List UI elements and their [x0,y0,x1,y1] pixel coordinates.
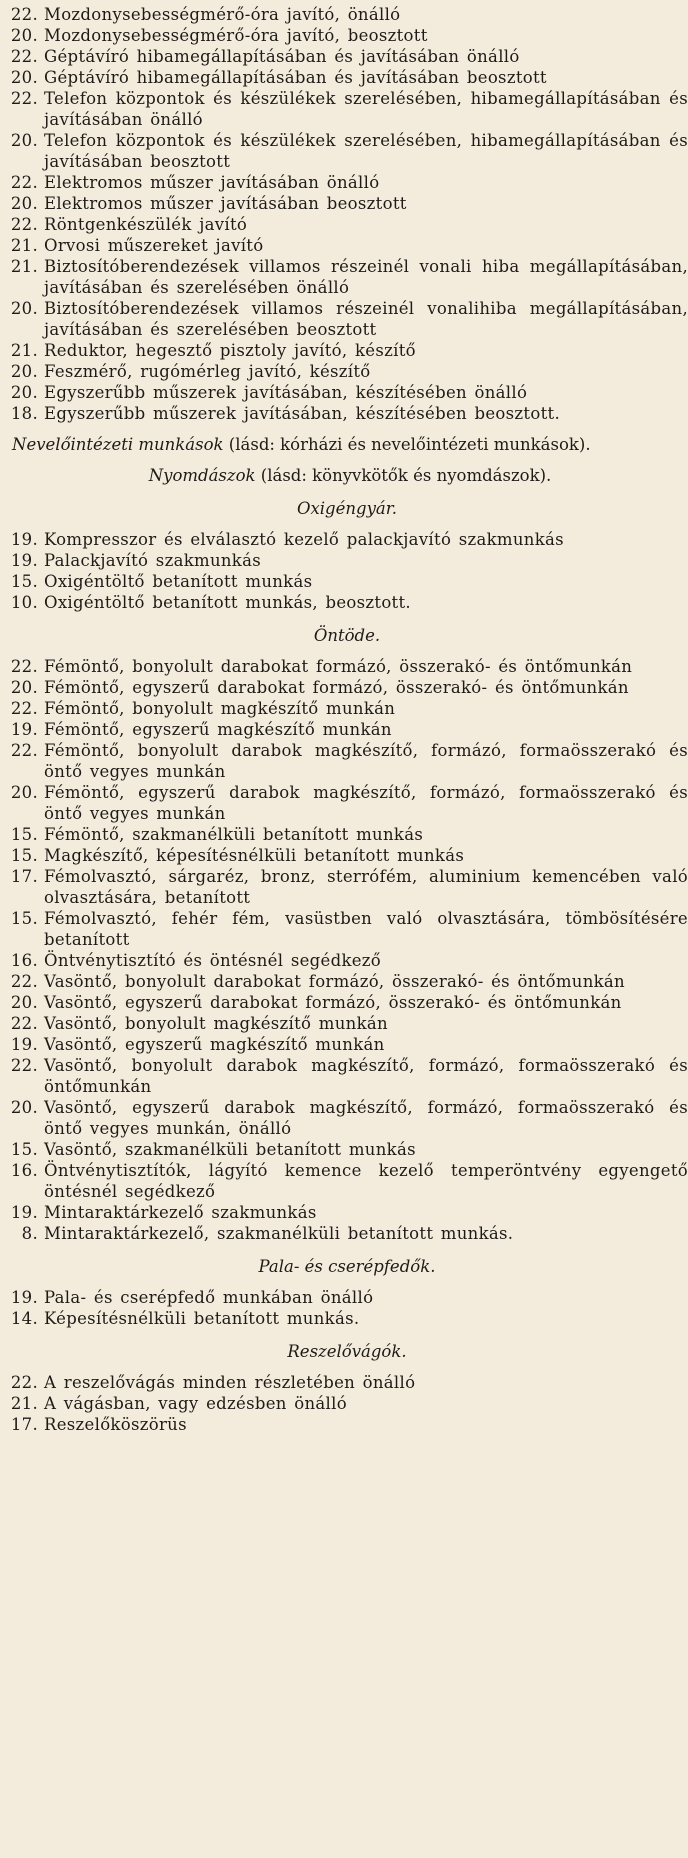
item-text: Vasöntő, szakmanélküli betanított munkás [44,1140,416,1159]
item-number: 22. [10,5,38,24]
item-number: 22. [10,657,38,676]
item-text: Fémöntő, egyszerű darabokat formázó, összerakó- és öntőmunkán [44,678,629,697]
list-item [6,782,688,824]
list-item [6,1097,688,1139]
item-number: 19. [10,1288,38,1307]
item-text: Vasöntő, bonyolult darabok magkészítő, formázó, formaösszerakó és öntőmunkán [44,1056,688,1096]
item-number: 22. [10,1014,38,1033]
item-text: Mozdonysebességmérő-óra javító, önálló [44,5,401,24]
item-text: Egyszerűbb műszerek javításában, készítésében beosztott. [44,404,560,423]
list-item [6,88,688,130]
item-text: Vasöntő, egyszerű darabokat formázó, összerakó- és öntőmunkán [44,993,622,1012]
section-heading: Pala- és cserépfedők. [258,1257,436,1276]
list-item [6,172,688,193]
item-text: Egyszerűbb műszerek javításában, készítésében önálló [44,383,528,402]
list-item [6,298,688,340]
list-item [6,1287,688,1308]
list-item [6,550,688,571]
item-text: Mozdonysebességmérő-óra javító, beosztott [44,26,428,45]
item-number: 16. [10,1161,38,1180]
list-item [6,698,688,719]
item-text: Vasöntő, egyszerű magkészítő munkán [44,1035,385,1054]
item-text: Biztosítóberendezések villamos részeinél vonali hiba megállapításában, javításában és szerelésében önálló [44,257,688,297]
list-item [6,1223,688,1244]
item-number: 15. [10,909,38,928]
item-text: Elektromos műszer javításában önálló [44,173,380,192]
item-number: 21. [10,341,38,360]
item-number: 8. [21,1224,38,1243]
list-item [6,971,688,992]
list-item [6,25,688,46]
section-heading: Öntöde. [313,626,381,645]
item-text: Röntgenkészülék javító [44,215,248,234]
item-text: Fémöntő, egyszerű darabok magkészítő, formázó, formaösszerakó és öntő vegyes munkán [44,783,688,823]
item-text: Vasöntő, bonyolult darabokat formázó, összerakó- és öntőmunkán [44,972,625,991]
list-item [6,719,688,740]
item-number: 20. [10,383,38,402]
list-item [6,1034,688,1055]
item-number: 20. [10,783,38,802]
item-text: Palackjavító szakmunkás [44,551,262,570]
item-text: Fémolvasztó, sárgaréz, bronz, sterrófém, aluminium kemencében való olvasztására, betanított [44,867,688,907]
list-item [6,1393,688,1414]
item-number: 19. [10,1203,38,1222]
section-heading: Oxigéngyár. [296,499,398,518]
item-number: 15. [10,572,38,591]
list-item [6,130,688,172]
list-item [6,382,688,403]
item-text: Képesítésnélküli betanított munkás. [44,1309,360,1328]
item-text: Öntvénytisztítók, lágyító kemence kezelő temperöntvény egyengető öntésnél segédkező [44,1161,688,1201]
item-number: 22. [10,741,38,760]
note-nyomda [6,465,688,486]
item-number: 15. [10,846,38,865]
item-text: Kompresszor és elválasztó kezelő palackjavító szakmunkás [44,530,564,549]
item-number: 10. [10,593,38,612]
item-number: 19. [10,1035,38,1054]
entry-list-top [6,4,688,424]
section-entry-list [6,656,688,1244]
item-number: 22. [10,173,38,192]
list-item [6,677,688,698]
section-entry-list [6,1372,688,1435]
item-text: Telefon központok és készülékek szerelésében, hibamegállapításában és javításában beosztott [44,131,688,171]
item-text: Vasöntő, bonyolult magkészítő munkán [44,1014,388,1033]
sections [6,498,688,1435]
item-text: Feszmérő, rugómérleg javító, készítő [44,362,371,381]
item-number: 19. [10,720,38,739]
section-entry-list [6,1287,688,1329]
item-number: 20. [10,194,38,213]
item-text: Fémöntő, bonyolult magkészítő munkán [44,699,396,718]
list-item [6,592,688,613]
item-number: 20. [10,299,38,318]
list-item [6,361,688,382]
list-item [6,824,688,845]
item-text: Oxigéntöltő betanított munkás, beosztott. [44,593,411,612]
item-number: 18. [10,404,38,423]
item-number: 17. [10,867,38,886]
item-number: 20. [10,678,38,697]
item-number: 15. [10,825,38,844]
item-number: 20. [10,1098,38,1117]
list-item [6,529,688,550]
note-nyomda-text: (lásd: könyvkötők és nyomdászok). [260,466,552,485]
item-number: 17. [10,1415,38,1434]
item-number: 14. [10,1309,38,1328]
item-number: 22. [10,1373,38,1392]
list-item [6,1013,688,1034]
section-entry-list [6,529,688,613]
item-text: Fémöntő, szakmanélküli betanított munkás [44,825,424,844]
list-item [6,740,688,782]
item-text: Oxigéntöltő betanított munkás [44,572,313,591]
item-number: 22. [10,47,38,66]
item-number: 20. [10,993,38,1012]
item-text: Elektromos műszer javításában beosztott [44,194,407,213]
item-number: 21. [10,236,38,255]
item-text: Fémöntő, bonyolult darabok magkészítő, formázó, formaösszerakó és öntő vegyes munkán [44,741,688,781]
list-item [6,950,688,971]
item-text: A vágásban, vagy edzésben önálló [44,1394,347,1413]
item-text: Géptávíró hibamegállapításában és javításában beosztott [44,68,547,87]
list-item [6,235,688,256]
item-text: Biztosítóberendezések villamos részeinél vonalihiba megállapításában, javításában és szerelésében beosztott [44,299,688,339]
list-item [6,992,688,1013]
list-item [6,214,688,235]
item-text: Reszelőköszörüs [44,1415,187,1434]
note-nevelo-title: Nevelőintézeti munkások [12,435,224,454]
list-item [6,193,688,214]
item-text: Pala- és cserépfedő munkában önálló [44,1288,374,1307]
list-item [6,4,688,25]
item-number: 20. [10,26,38,45]
item-text: Fémolvasztó, fehér fém, vasüstben való olvasztására, tömbösítésére betanított [44,909,688,949]
list-item [6,1055,688,1097]
item-number: 19. [10,530,38,549]
note-nyomda-title: Nyomdászok [148,466,256,485]
item-number: 22. [10,215,38,234]
list-item [6,845,688,866]
item-text: Reduktor, hegesztő pisztoly javító, készítő [44,341,416,360]
list-item [6,1160,688,1202]
item-text: Fémöntő, egyszerű magkészítő munkán [44,720,392,739]
list-item [6,403,688,424]
item-number: 20. [10,362,38,381]
item-number: 22. [10,972,38,991]
item-text: Mintaraktárkezelő, szakmanélküli betanított munkás. [44,1224,514,1243]
item-number: 22. [10,89,38,108]
list-item [6,1202,688,1223]
item-text: Orvosi műszereket javító [44,236,264,255]
list-item [6,256,688,298]
item-number: 16. [10,951,38,970]
section-heading: Reszelővágók. [287,1342,407,1361]
item-text: Mintaraktárkezelő szakmunkás [44,1203,317,1222]
item-text: A reszelővágás minden részletében önálló [44,1373,416,1392]
list-item [6,1372,688,1393]
list-item [6,67,688,88]
item-text: Telefon központok és készülékek szerelésében, hibamegállapításában és javításában önálló [44,89,688,129]
item-number: 22. [10,1056,38,1075]
item-text: Magkészítő, képesítésnélküli betanított munkás [44,846,465,865]
note-nevelo [6,434,688,455]
item-number: 21. [10,257,38,276]
note-nevelo-text: (lásd: kórházi és nevelőintézeti munkások). [228,435,591,454]
list-item [6,908,688,950]
item-number: 20. [10,68,38,87]
item-number: 21. [10,1394,38,1413]
list-item [6,571,688,592]
item-number: 22. [10,699,38,718]
list-item [6,656,688,677]
list-item [6,1414,688,1435]
item-number: 20. [10,131,38,150]
list-item [6,46,688,67]
list-item [6,340,688,361]
item-text: Öntvénytisztító és öntésnél segédkező [44,951,382,970]
item-text: Géptávíró hibamegállapításában és javításában önálló [44,47,520,66]
item-text: Vasöntő, egyszerű darabok magkészítő, formázó, formaösszerakó és öntő vegyes munkán, önálló [44,1098,688,1138]
list-item [6,866,688,908]
list-item [6,1308,688,1329]
item-number: 15. [10,1140,38,1159]
item-number: 19. [10,551,38,570]
item-text: Fémöntő, bonyolult darabokat formázó, összerakó- és öntőmunkán [44,657,633,676]
list-item [6,1139,688,1160]
